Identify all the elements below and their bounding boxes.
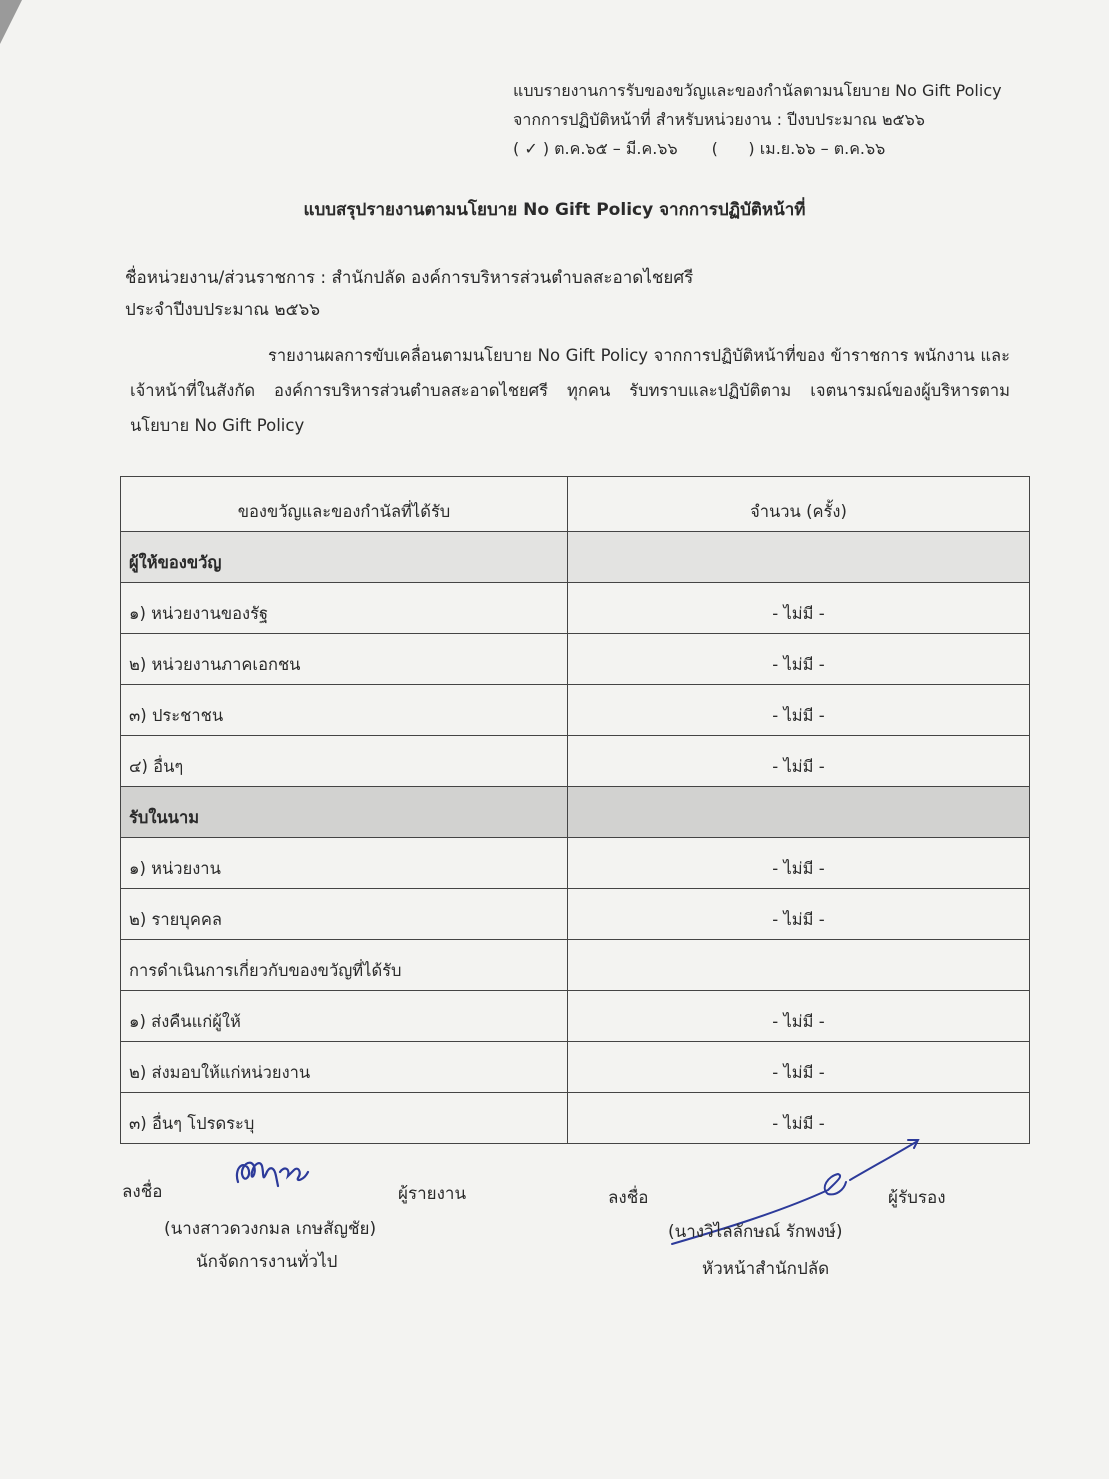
table-row (121, 889, 1030, 940)
certifier-role: ผู้รับรอง (888, 1188, 946, 1208)
org-info (125, 262, 693, 326)
row-value: - ไม่มี - (568, 685, 1030, 736)
gift-summary-table (120, 476, 1030, 1144)
reporter-sign-label: ลงชื่อ (122, 1182, 163, 1202)
row-label: ๒) รายบุคคล (121, 889, 568, 940)
table-row (121, 583, 1030, 634)
header-period-line: ( ✓ ) ต.ค.๖๕ – มี.ค.๖๖ ( ) เม.ย.๖๖ – ต.ค.๖๖ (513, 139, 886, 158)
row-label: ๓) อื่นๆ โปรดระบุ (121, 1093, 568, 1144)
section-row-received-as (121, 787, 1030, 838)
certifier-name: (นางวิไลลักษณ์ รักพงษ์) (668, 1222, 843, 1242)
table-row (121, 634, 1030, 685)
fiscal-year: ประจำปีงบประมาณ ๒๕๖๖ (125, 300, 321, 320)
report-paragraph: รายงานผลการขับเคลื่อนตามนโยบาย No Gift Policy จากการปฏิบัติหน้าที่ของ ข้าราชการ พนักงาน และเจ้าหน้าที่ในสังกัด องค์การบริหารส่วนตำบลสะอาดไชยศรี ทุกคน รับทราบและปฏิบัติตาม เจตนารมณ์ของผู้บริหารตามนโยบาย No Gift Policy (130, 346, 1010, 435)
period2-text: เม.ย.๖๖ – ต.ค.๖๖ (759, 139, 886, 158)
row-value: - ไม่มี - (568, 991, 1030, 1042)
scan-corner-shadow (0, 0, 22, 44)
section-row-givers (121, 532, 1030, 583)
table-header-row (121, 477, 1030, 532)
table-row (121, 685, 1030, 736)
row-label: ๒) หน่วยงานภาคเอกชน (121, 634, 568, 685)
certifier-position: หัวหน้าสำนักปลัด (702, 1259, 830, 1279)
form-header (513, 76, 1002, 163)
table-row (121, 991, 1030, 1042)
period1-text: ต.ค.๖๕ – มี.ค.๖๖ (554, 139, 678, 158)
reporter-signature-image (232, 1152, 314, 1198)
row-label: ๑) หน่วยงาน (121, 838, 568, 889)
table-row (121, 1042, 1030, 1093)
header-count: จำนวน (ครั้ง) (568, 477, 1030, 532)
row-label: ๒) ส่งมอบให้แก่หน่วยงาน (121, 1042, 568, 1093)
reporter-position: นักจัดการงานทั่วไป (196, 1252, 338, 1272)
table-row (121, 838, 1030, 889)
period1-check: ✓ (524, 139, 538, 158)
agency-name: ชื่อหน่วยงาน/ส่วนราชการ : สำนักปลัด องค์การบริหารส่วนตำบลสะอาดไชยศรี (125, 268, 694, 288)
reporter-name: (นางสาวดวงกมล เกษสัญชัย) (164, 1219, 377, 1239)
row-value: - ไม่มี - (568, 634, 1030, 685)
row-value: - ไม่มี - (568, 838, 1030, 889)
header-gift-type: ของขวัญและของกำนัลที่ได้รับ (121, 477, 568, 532)
table-row (121, 736, 1030, 787)
row-value: - ไม่มี - (568, 583, 1030, 634)
section-row-actions (121, 940, 1030, 991)
row-value: - ไม่มี - (568, 736, 1030, 787)
row-label: ๑) หน่วยงานของรัฐ (121, 583, 568, 634)
header-line-1: แบบรายงานการรับของขวัญและของกำนัลตามนโยบาย No Gift Policy (513, 81, 1002, 100)
row-value: - ไม่มี - (568, 889, 1030, 940)
section-label: ผู้ให้ของขวัญ (121, 532, 568, 583)
row-value: - ไม่มี - (568, 1042, 1030, 1093)
document-title: แบบสรุปรายงานตามนโยบาย No Gift Policy จากการปฏิบัติหน้าที่ (303, 200, 806, 220)
row-label: ๓) ประชาชน (121, 685, 568, 736)
row-label: ๑) ส่งคืนแก่ผู้ให้ (121, 991, 568, 1042)
row-label: ๔) อื่นๆ (121, 736, 568, 787)
reporter-role: ผู้รายงาน (398, 1184, 467, 1204)
row-value: - ไม่มี - (568, 1093, 1030, 1144)
header-line-2: จากการปฏิบัติหน้าที่ สำหรับหน่วยงาน : ปีงบประมาณ ๒๕๖๖ (513, 110, 925, 129)
certifier-sign-label: ลงชื่อ (608, 1188, 649, 1208)
section-label: รับในนาม (121, 787, 568, 838)
section-label: การดำเนินการเกี่ยวกับของขวัญที่ได้รับ (121, 940, 568, 991)
